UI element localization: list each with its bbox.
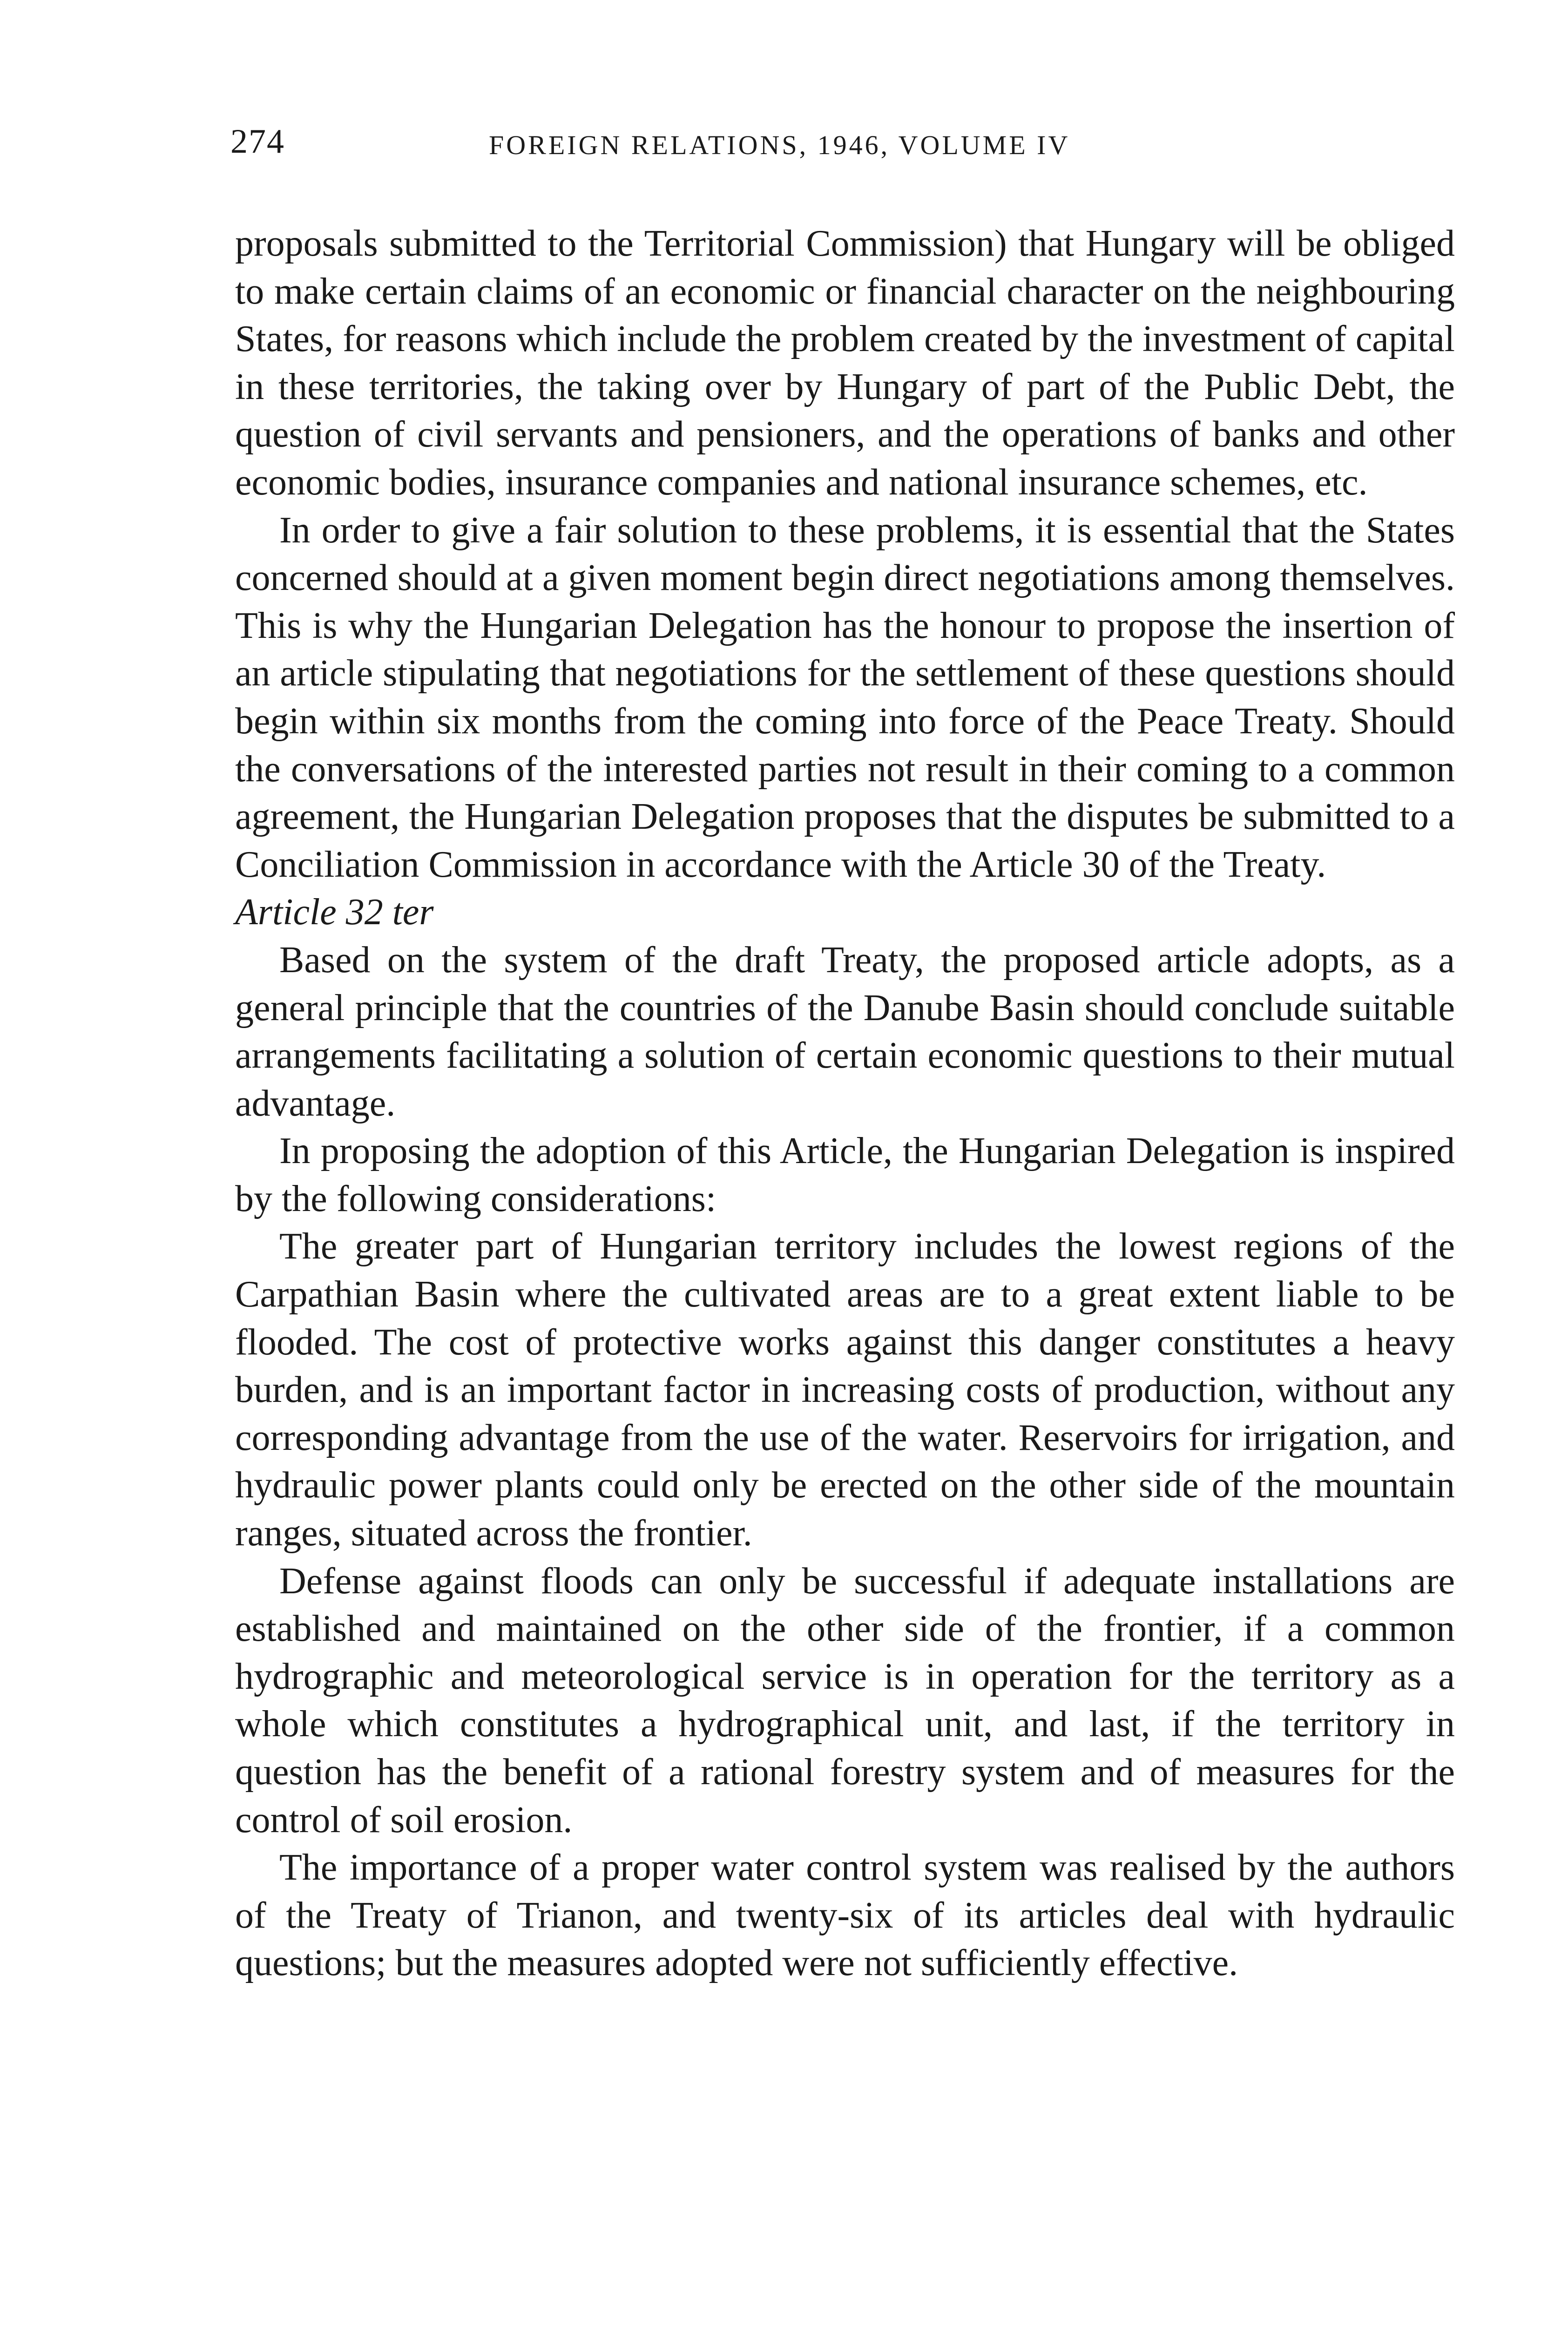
paragraph: In order to give a fair solution to these problems, it is essential that the States concerned should at a given moment begin direct negotiations among themselves. This is why the Hungarian Delegation has the honour to propose the insertion of an article stipulating that negotiations for the settlement of these questions should begin within six months from the coming into force of the Peace Treaty. Should the conversations of the interested parties not result in their coming to a common agreement, the Hungarian Delegation proposes that the disputes be submitted to a Conciliation Commission in accordance with the Article 30 of the Treaty. bbox=[235, 509, 1455, 885]
section-heading-article-32-ter: Article 32 ter bbox=[235, 892, 434, 933]
paragraph: The greater part of Hungarian territory includes the lowest regions of the Carpathian Basin where the cultivated areas are to a great extent liable to be flooded. The cost of protective works against this danger constitutes a heavy burden, and is an important factor in increasing costs of production, without any corresponding advantage from the use of the water. Reservoirs for irrigation, and hydraulic power plants could only be erected on the other side of the mountain ranges, situated across the frontier. bbox=[235, 1226, 1455, 1554]
page-number: 274 bbox=[230, 122, 285, 161]
paragraph-continuation: proposals submitted to the Territorial Commission) that Hungary will be obliged to make certain claims of an economic or financial character on the neighbouring States, for reasons which include the problem created by the investment of capital in these territories, the taking over by Hungary of part of the Public Debt, the question of civil servants and pensioners, and the operations of banks and other economic bodies, insurance companies and national insurance schemes, etc. bbox=[235, 223, 1455, 503]
paragraph: Defense against floods can only be successful if adequate installations are established and maintained on the other side of the frontier, if a common hydrographic and meteorological service is in operation for the territory as a whole which constitutes a hydrographical unit, and last, if the territory in question has the benefit of a rational forestry system and of measures for the control of soil erosion. bbox=[235, 1560, 1455, 1841]
body-text bbox=[235, 220, 1455, 1987]
paragraph: In proposing the adoption of this Article, the Hungarian Delegation is inspired by the following considerations: bbox=[235, 1130, 1455, 1219]
page-header bbox=[230, 122, 1455, 178]
document-page bbox=[230, 122, 1455, 1987]
running-head: FOREIGN RELATIONS, 1946, VOLUME IV bbox=[489, 130, 1070, 160]
paragraph: The importance of a proper water control system was realised by the authors of the Treaty of Trianon, and twenty-six of its articles deal with hydraulic questions; but the measures adopted were not sufficiently effective. bbox=[235, 1847, 1455, 1984]
paragraph: Based on the system of the draft Treaty, the proposed article adopts, as a general principle that the countries of the Danube Basin should conclude suitable arrangements facilitating a solution of certain economic questions to their mutual advantage. bbox=[235, 939, 1455, 1124]
